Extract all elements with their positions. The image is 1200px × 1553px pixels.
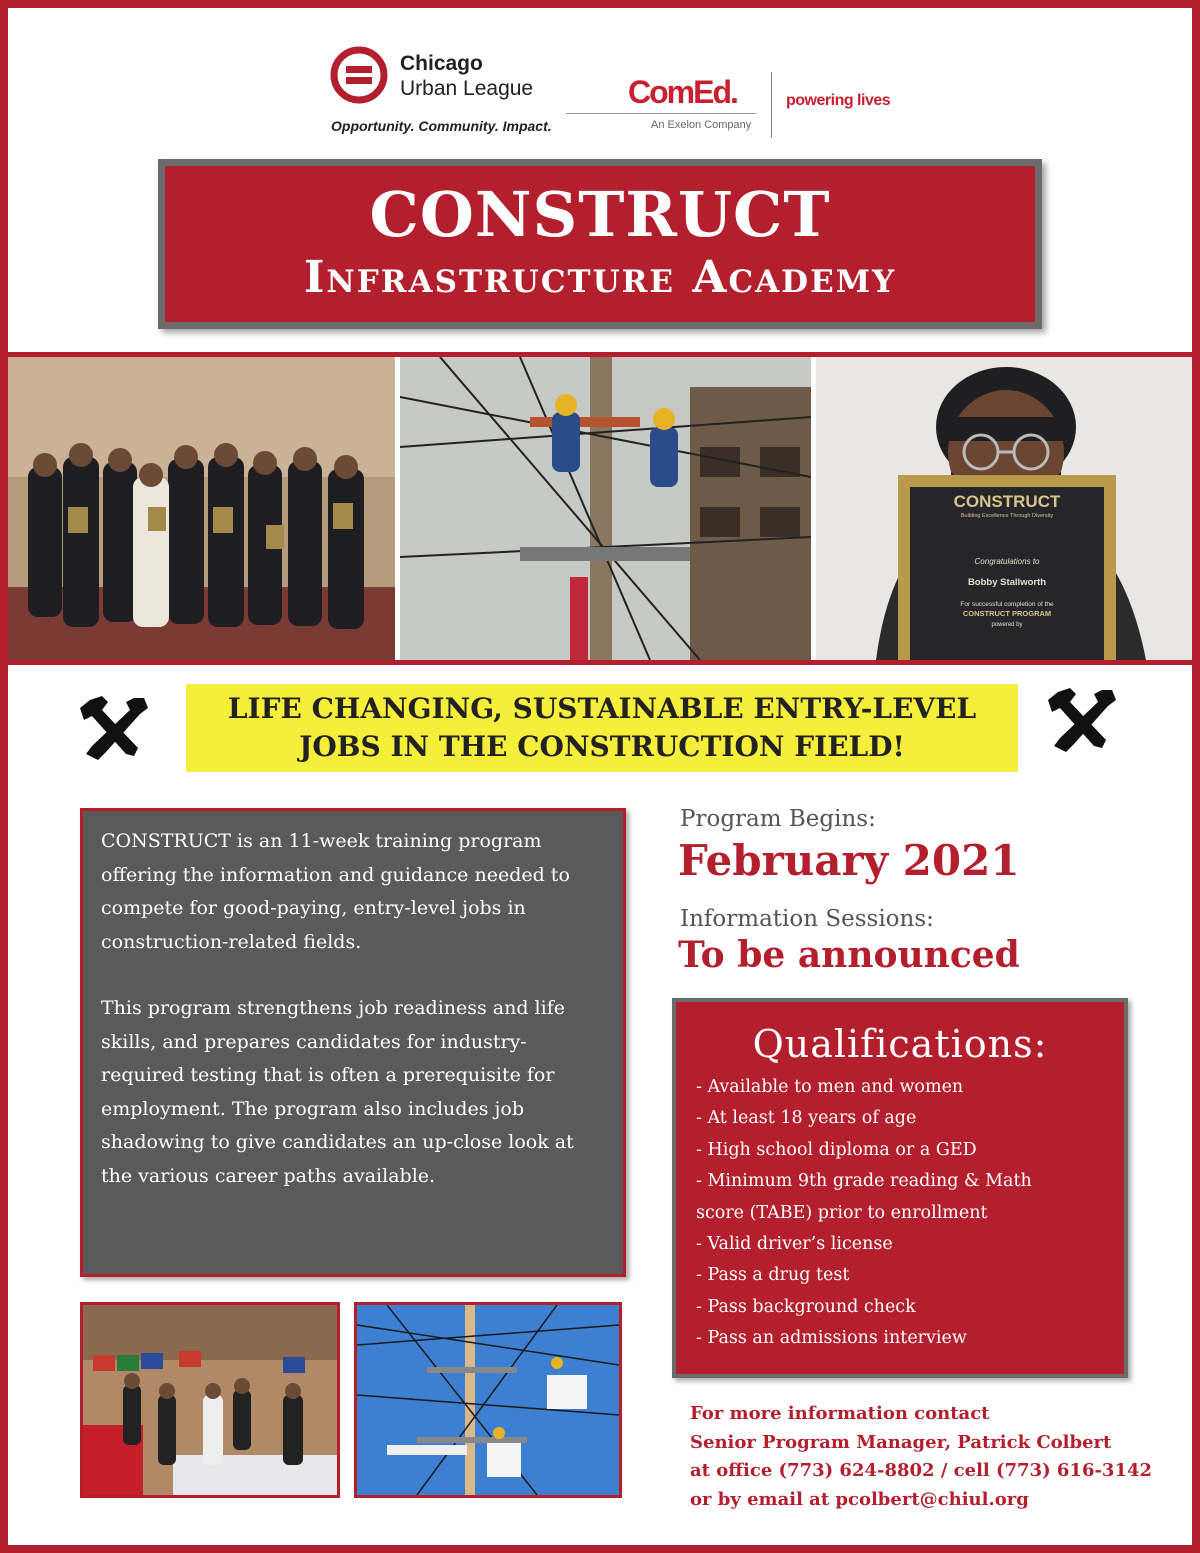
group-photo-icon [8,357,395,660]
qualification-item: - Minimum 9th grade reading & Math [696,1171,1032,1192]
plaque-recipient: Bobby Stallworth [967,577,1047,588]
lineworker-photo-icon [400,357,811,660]
description-paragraph-1: CONSTRUCT is an 11-week training program offering the information and guidance needed to compete for good-paying, entry-level jobs in construction-related fields. [101,830,570,953]
graduation-group-photo [8,357,395,660]
qualification-item: - Pass an admissions interview [696,1328,967,1349]
contact-line-2: Senior Program Manager, Patrick Colbert [690,1431,1112,1453]
comed-subtitle: An Exelon Company [651,119,752,131]
plaque-completion: For successful completion of the [960,601,1054,608]
cul-name-line1: Chicago [400,52,483,75]
contact-line-4: or by email at pcolbert@chiul.org [690,1488,1029,1510]
title-construct: CONSTRUCT [369,178,831,251]
banner-line2: JOBS IN THE CONSTRUCTION FIELD! [299,730,905,763]
description-paragraph-2: This program strengthens job readiness and life skills, and prepares candidates for industry-required testing that is often a prerequisite for employment. The program also includes job shadowing to give candidates an up-close look at the various career paths available. [101,997,574,1187]
title-academy: Infrastructure Academy [303,252,897,303]
photo-strip-bottom-rule [0,660,1200,665]
contact-info [690,1400,1152,1514]
plaque [910,492,1104,628]
contact-line-3: at office (773) 624-8802 / cell (773) 616-3142 [690,1460,1153,1481]
qualification-item: score (TABE) prior to enrollment [696,1202,988,1223]
job-fair-photo [80,1302,340,1498]
comed-wordmark: ComEd. [628,74,737,110]
bucket-truck-photo-icon [357,1305,619,1495]
qualifications-list [696,1072,1032,1355]
program-description [80,808,626,1277]
plaque-congrats: Congratulations to [974,557,1040,566]
tools-icon [78,692,152,766]
title-banner [158,159,1042,329]
qualification-item: - Valid driver’s license [696,1234,893,1255]
plaque-subtitle: Building Excellence Through Diversity [960,513,1054,519]
qualification-item: - Pass a drug test [696,1265,850,1286]
bucket-truck-photo [354,1302,622,1498]
jobs-banner [186,684,1018,772]
info-sessions-label: Information Sessions: [680,906,934,932]
qualifications-panel [672,998,1128,1378]
plaque-title: CONSTRUCT [953,492,1061,511]
qualification-item: - High school diploma or a GED [696,1139,977,1160]
logo-underline [566,113,756,114]
plaque-program: CONSTRUCT PROGRAM [962,609,1052,618]
comed-tagline: powering lives [786,92,891,109]
comed-divider [771,72,772,138]
tools-icon [1046,684,1120,758]
job-fair-photo-icon [83,1305,337,1495]
cul-name-line2: Urban League [400,77,534,100]
qualification-item: - Available to men and women [696,1077,964,1097]
lineworkers-photo [400,357,811,660]
plaque-powered-by: powered by [991,622,1023,628]
qualification-item: - At least 18 years of age [696,1108,917,1129]
contact-line-1: For more information contact [690,1403,990,1424]
urban-league-equals-icon [330,46,388,104]
qualifications-title: Qualifications: [752,1022,1048,1066]
program-begins-label: Program Begins: [680,806,876,832]
plaque-graduate-photo [816,357,1192,660]
banner-line1: LIFE CHANGING, SUSTAINABLE ENTRY-LEVEL [227,692,977,725]
program-begins-date: February 2021 [678,836,1020,885]
qualification-item: - Pass background check [696,1296,916,1317]
cul-tagline: Opportunity. Community. Impact. [331,118,552,134]
info-sessions-value: To be announced [678,934,1020,976]
